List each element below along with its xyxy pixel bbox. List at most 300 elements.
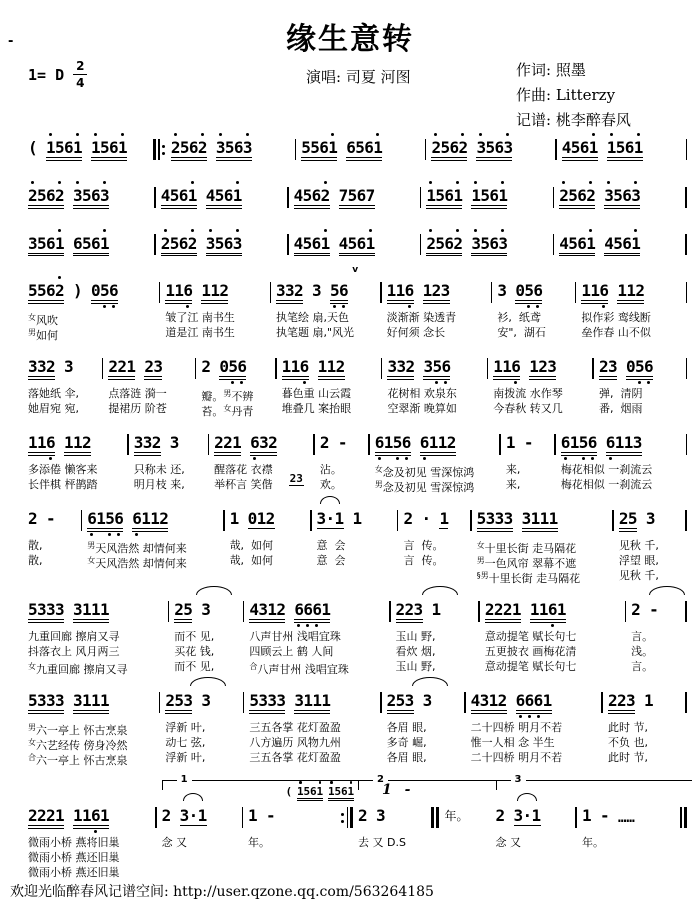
measure — [163, 685, 247, 765]
dcell — [441, 380, 450, 386]
barline — [460, 687, 467, 718]
note-digits — [581, 281, 608, 301]
lyric-line — [248, 865, 354, 880]
barline — [676, 802, 688, 833]
dg: 3 — [312, 281, 322, 300]
dg: 1 — [82, 806, 92, 825]
dg: 3 — [498, 233, 509, 253]
measure — [247, 685, 384, 765]
dg: 2 — [214, 433, 224, 452]
dcell — [216, 161, 225, 167]
dcell — [82, 456, 91, 462]
b1 — [464, 692, 466, 713]
time-signature-numerator: 2 — [73, 60, 87, 75]
octave-dot — [423, 457, 426, 460]
dcell — [219, 380, 228, 386]
dcell — [294, 256, 303, 262]
octave-dots-below — [46, 532, 55, 538]
octave-dot — [408, 305, 411, 308]
dcell — [608, 380, 617, 386]
octave-dot — [519, 715, 522, 718]
measure — [199, 351, 279, 416]
performer-credit: 演唱: 司夏 河图 — [306, 68, 411, 86]
octave-dot — [76, 133, 79, 136]
dcell — [55, 209, 64, 215]
dcell — [312, 209, 321, 215]
octave-dot — [253, 457, 256, 460]
octave-dot — [319, 781, 322, 784]
note-digits — [396, 600, 423, 620]
note-group — [28, 180, 64, 215]
measure — [26, 351, 106, 416]
note-digits — [161, 186, 197, 206]
lyric-line: 多奇 崛, — [386, 736, 427, 749]
octave-dots-below — [201, 714, 210, 720]
octave-dots-below — [559, 255, 595, 262]
note-group — [375, 427, 411, 462]
dcell — [82, 829, 91, 835]
dg: 1 — [437, 433, 448, 452]
note-group — [626, 351, 653, 386]
dcell — [522, 532, 531, 538]
dcell — [152, 456, 161, 462]
dg: ) — [73, 281, 83, 300]
dg: 5 — [28, 281, 38, 300]
dcell — [183, 714, 192, 720]
dg: 1 — [91, 600, 101, 619]
dg: 3 — [276, 281, 286, 300]
volta-label: 1 — [177, 774, 192, 785]
measure — [483, 594, 629, 674]
dcell — [358, 829, 367, 835]
dg: 3 — [423, 357, 434, 376]
octave-dot — [501, 181, 504, 184]
note-digits — [530, 600, 566, 620]
dcell — [219, 304, 228, 310]
dcell — [539, 623, 548, 629]
measure — [557, 180, 690, 215]
dcell — [46, 623, 55, 629]
octave-dot — [474, 181, 477, 184]
dcell — [423, 714, 432, 720]
dcell — [534, 714, 543, 720]
notes-row — [230, 503, 313, 538]
lyric-line: 长伴棋 枰鹊踏 — [28, 477, 98, 491]
note-group — [604, 180, 640, 215]
note-digits — [73, 281, 82, 301]
dcell — [100, 714, 109, 720]
octave-dot — [527, 305, 530, 308]
dg: 3 — [258, 691, 268, 710]
measure — [26, 275, 163, 340]
dg: 1 — [493, 357, 503, 376]
dg: 5 — [169, 233, 180, 253]
octave-dots-below — [132, 531, 168, 538]
notes-row — [28, 685, 161, 720]
dcell — [396, 714, 405, 720]
dg: 3 — [547, 357, 557, 376]
dg: 5 — [82, 233, 92, 253]
note-digits — [617, 281, 644, 301]
dcell — [303, 256, 312, 262]
dcell — [109, 304, 118, 310]
dg: 1 — [352, 509, 363, 528]
dg: 1 — [320, 233, 331, 253]
dg: 1 — [100, 233, 110, 253]
measure — [228, 503, 315, 583]
note-group — [426, 228, 462, 263]
octave-dots-below — [294, 208, 330, 215]
octave-dots-below — [28, 713, 64, 720]
octave-dots-below — [432, 623, 441, 629]
b1 — [159, 692, 161, 713]
note-group — [420, 427, 456, 462]
dcell — [46, 256, 55, 262]
dcell — [237, 380, 246, 386]
dcell — [224, 256, 233, 262]
measure — [26, 180, 159, 215]
dcell — [423, 304, 432, 310]
lyric-line: 哉, 如何 — [229, 539, 274, 552]
b1 — [310, 510, 312, 531]
dcell — [364, 161, 373, 167]
notes-row — [301, 132, 427, 167]
dg: 3 — [232, 233, 243, 253]
notes-row — [477, 503, 615, 538]
dg: 3 — [285, 281, 295, 300]
lyric-line: $^女$六艺经传 傍身冷然 — [28, 737, 128, 752]
dg: 2 — [484, 600, 495, 619]
dcell — [339, 304, 348, 310]
note-digits — [649, 600, 658, 620]
note-group — [206, 180, 242, 215]
voice-marker: 男 — [223, 389, 232, 398]
octave-dots-below — [426, 255, 462, 262]
measure — [394, 594, 483, 674]
dcell — [143, 456, 152, 462]
dg: 5 — [310, 138, 320, 157]
above-staff-row — [582, 776, 688, 800]
lyricist-credit: 作词: 照墨 — [516, 61, 586, 79]
notes-row — [387, 685, 467, 720]
dg: · — [421, 509, 432, 528]
dcell — [55, 304, 64, 310]
notes-row — [165, 275, 272, 310]
note-group — [219, 351, 246, 386]
dcell — [250, 456, 259, 462]
dg: 3 — [73, 186, 83, 205]
dg: - — [523, 433, 534, 452]
dcell — [471, 209, 480, 215]
measure — [212, 427, 318, 492]
notes-row — [28, 228, 157, 263]
dcell — [615, 456, 624, 462]
dcell — [339, 209, 348, 215]
dg: 3 — [73, 691, 83, 710]
lyric-line: $^{\S 男}$十里长街 走马隔花 — [476, 570, 581, 585]
dg: 1 — [581, 806, 592, 825]
octave-dot — [434, 133, 437, 136]
b1 — [380, 282, 382, 303]
barline — [219, 505, 226, 536]
dg: 5 — [249, 691, 259, 710]
lyric-line: 浮新 叶, — [165, 721, 206, 734]
lyric-line: 浮望 眼, — [618, 554, 659, 567]
dg: 1 — [303, 691, 313, 710]
b1 — [81, 510, 83, 531]
octave-dots-below — [471, 713, 507, 720]
dcell — [607, 161, 616, 167]
octave-dots-below — [28, 828, 64, 835]
voice-marker: 男 — [28, 722, 36, 732]
lyric-line: $^合$八声甘州 浅唱宜珠 — [249, 661, 349, 676]
b1 — [553, 234, 555, 255]
octave-dot — [299, 781, 302, 784]
dcell — [234, 161, 243, 167]
b1 — [159, 282, 161, 303]
note-group — [132, 503, 168, 538]
dcell — [100, 829, 109, 835]
notes-row — [387, 351, 489, 386]
note-digits — [403, 509, 412, 529]
note-group — [318, 351, 345, 386]
octave-dots-below — [301, 160, 337, 167]
octave-dots-below — [297, 800, 323, 805]
dg: 2 — [28, 806, 38, 825]
b1 — [287, 187, 289, 208]
dcell — [321, 714, 330, 720]
dg: 2 — [607, 691, 618, 710]
note-group — [91, 275, 118, 310]
barline — [123, 429, 130, 460]
dg: 0 — [247, 509, 258, 528]
dcell — [317, 801, 324, 805]
note-group — [376, 800, 385, 835]
above-staff-row — [248, 776, 354, 800]
dcell — [357, 256, 366, 262]
dcell — [549, 532, 558, 538]
note-group — [250, 427, 277, 462]
voice-marker: 女 — [28, 661, 36, 671]
dg: 5 — [395, 691, 406, 710]
dcell — [100, 256, 109, 262]
dcell — [511, 380, 520, 386]
dg: 6 — [489, 233, 500, 253]
lyric-line: $^合$六一亭上 怀古烹泉 — [28, 752, 128, 767]
dg: 1 — [623, 433, 634, 452]
note-digits — [161, 234, 197, 254]
dg: 4 — [160, 186, 171, 205]
lyric-line: 哉, 如何 — [229, 554, 274, 567]
dg: 2 — [174, 600, 184, 619]
octave-dot — [396, 457, 399, 460]
octave-dots-below — [28, 379, 55, 386]
dcell — [73, 714, 82, 720]
note-group — [206, 228, 242, 263]
dcell — [339, 256, 348, 262]
dg: 2 — [395, 600, 406, 619]
note-digits — [28, 600, 64, 620]
dg: 1 — [91, 691, 101, 710]
dg: 4 — [559, 233, 569, 253]
dcell — [73, 456, 82, 462]
dcell — [515, 304, 524, 310]
note-group — [604, 228, 640, 263]
octave-dots-below — [339, 208, 375, 215]
lyric-line: 点落涟 漪一 — [108, 386, 167, 400]
dcell — [91, 304, 100, 310]
note-group — [524, 427, 533, 462]
octave-dots-below — [170, 456, 179, 462]
lyric-line: $^女$天风浩然 却情何来 — [87, 555, 187, 570]
notes-row — [582, 800, 688, 835]
barline — [151, 802, 158, 833]
octave-dots-below — [387, 713, 414, 720]
octave-dot — [501, 229, 504, 232]
notes-row — [320, 427, 371, 462]
measure — [299, 132, 429, 167]
note-group — [617, 275, 644, 310]
dg: 2 — [358, 806, 368, 825]
dg: 1 — [91, 138, 101, 157]
note-digits — [73, 806, 109, 826]
dg: 1 — [73, 138, 83, 157]
note-group — [423, 275, 450, 310]
footer-note: 欢迎光临醉春风记谱空间: http://user.qzone.qq.com/563264185 — [10, 884, 434, 900]
transcriber-credit: 记谱: 桃李醉春风 — [516, 111, 631, 129]
note-digits — [318, 357, 345, 377]
b1 — [685, 601, 687, 622]
notes-row — [497, 275, 577, 310]
dcell — [335, 532, 344, 538]
dg: 1 — [548, 509, 559, 528]
note-digits — [387, 357, 414, 377]
lyric-line: 八方遍历 风物九州 — [249, 735, 341, 749]
note-group — [161, 228, 197, 263]
dg: 1 — [126, 357, 136, 376]
dcell — [46, 380, 55, 386]
dg: 5 — [28, 600, 38, 619]
dcell — [516, 714, 525, 720]
note-group — [506, 427, 515, 462]
dg: 6 — [237, 357, 247, 376]
octave-dots-below — [477, 531, 513, 538]
note-digits — [46, 138, 82, 158]
note-digits — [317, 509, 344, 529]
octave-dots-below — [73, 828, 109, 835]
dcell — [224, 209, 233, 215]
dg: 2 — [538, 357, 548, 376]
dcell — [198, 829, 207, 835]
note-digits — [493, 357, 520, 377]
dg: 3 — [142, 433, 153, 452]
dcell — [266, 532, 275, 538]
dcell — [28, 456, 37, 462]
octave-dot — [350, 781, 353, 784]
octave-dot — [49, 457, 52, 460]
b1 — [243, 601, 245, 622]
dcell — [376, 829, 385, 835]
notes-row — [28, 275, 161, 310]
dcell — [498, 256, 507, 262]
dg: 5 — [440, 138, 451, 157]
lyric-line: 好何须 念长 — [386, 325, 446, 339]
dg: 6 — [188, 138, 199, 157]
octave-dots-below — [165, 303, 192, 310]
system — [26, 594, 690, 674]
octave-dot — [528, 715, 531, 718]
note-digits — [28, 357, 55, 377]
dcell — [37, 209, 46, 215]
lyric-line: 见秋 千, — [618, 539, 659, 552]
dg: 5 — [485, 138, 496, 157]
dcell — [366, 209, 375, 215]
lyric-line: 二十四桥 明月不若 — [470, 720, 563, 734]
octave-dots-below — [73, 713, 109, 720]
dcell — [198, 161, 207, 167]
dcell — [494, 623, 503, 629]
dcell — [330, 304, 339, 310]
dcell — [616, 161, 625, 167]
note-digits — [28, 806, 64, 826]
measure — [26, 594, 172, 674]
dg: 2 — [403, 509, 414, 528]
octave-dot — [324, 181, 327, 184]
dg: 3 — [133, 433, 144, 452]
dg: 4 — [604, 233, 614, 253]
note-digits — [431, 138, 467, 158]
dcell — [55, 623, 64, 629]
slur-arc — [422, 586, 458, 595]
dg: 5 — [302, 233, 313, 253]
b1 — [470, 510, 472, 531]
lyric-line: 三五各掌 花灯盈盈 — [249, 720, 341, 734]
note-digits — [91, 281, 118, 301]
lyric-line — [444, 831, 491, 846]
b1 — [680, 807, 682, 828]
dg: 1 — [297, 785, 304, 798]
dg: 5 — [347, 233, 358, 253]
dcell — [55, 714, 64, 720]
measure — [172, 594, 247, 674]
dcell — [447, 456, 456, 462]
octave-dots-below — [73, 622, 109, 629]
dcell — [291, 380, 300, 386]
note-group — [493, 351, 520, 386]
octave-dots-below — [282, 379, 309, 386]
b1 — [420, 187, 422, 208]
note-digits — [201, 600, 210, 620]
octave-dots-below — [514, 829, 541, 835]
lyric-line: 浮新 叶, — [165, 751, 206, 764]
dg: 6 — [233, 138, 244, 157]
octave-dots-below — [608, 713, 635, 720]
dg: 4 — [205, 186, 216, 205]
note-group — [559, 228, 595, 263]
dg: 6 — [579, 138, 590, 157]
dg: 5 — [435, 186, 446, 205]
dg: 1 — [529, 357, 539, 376]
b1 — [575, 807, 577, 828]
dg: 5 — [392, 433, 403, 452]
lyric-line: 瓣。$^男$不辨 — [201, 389, 254, 403]
dcell — [625, 161, 634, 167]
octave-dots-below — [338, 456, 347, 462]
dg: 6 — [511, 357, 521, 376]
dcell — [471, 256, 480, 262]
note-group — [28, 427, 55, 462]
dcell — [547, 380, 556, 386]
